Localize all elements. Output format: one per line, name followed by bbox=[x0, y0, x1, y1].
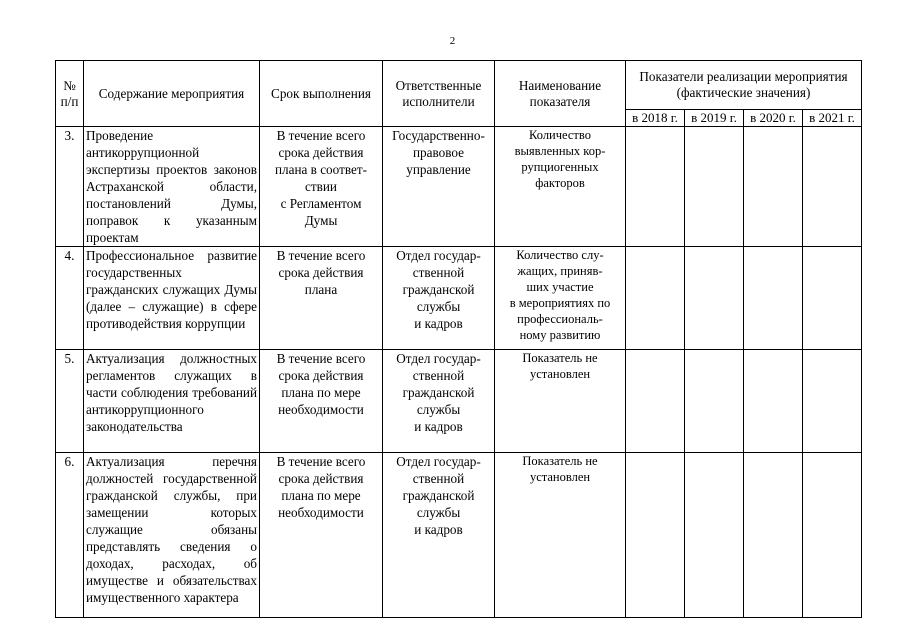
value-2020 bbox=[744, 350, 803, 453]
value-2020 bbox=[744, 453, 803, 618]
table-row bbox=[56, 350, 862, 453]
value-2018 bbox=[626, 247, 685, 350]
row-number: 5. bbox=[56, 350, 84, 453]
header-responsible: Ответственные исполнители bbox=[383, 61, 495, 127]
value-2018 bbox=[626, 453, 685, 618]
measures-table bbox=[55, 60, 862, 618]
measure-responsible: Государственно- правовое управление bbox=[383, 127, 495, 247]
measure-deadline: В течение всего срока действия плана в соответ- ствии с Регламентом Думы bbox=[260, 127, 383, 247]
value-2020 bbox=[744, 127, 803, 247]
measure-content: Проведение антикоррупционной экспертизы проектов законов Астраханской области, постановлений Думы, поправок к указанным проектам bbox=[84, 127, 260, 247]
measure-content: Профессиональное развитие государственных гражданских служащих Думы (далее – служащие) в сфере противодействия коррупции bbox=[84, 247, 260, 350]
row-number: 4. bbox=[56, 247, 84, 350]
row-number: 3. bbox=[56, 127, 84, 247]
header-num: № п/п bbox=[56, 61, 84, 127]
value-2021 bbox=[803, 350, 862, 453]
measure-content: Актуализация перечня должностей государственной гражданской службы, при замещении которых служащие обязаны представлять сведения о доходах, расходах, об имуществе и обязательствах имущественного характера bbox=[84, 453, 260, 618]
value-2019 bbox=[685, 453, 744, 618]
measure-indicator: Показатель не установлен bbox=[495, 350, 626, 453]
header-deadline: Срок выполнения bbox=[260, 61, 383, 127]
measure-content: Актуализация должностных регламентов служащих в части соблюдения требований антикоррупционного законодательства bbox=[84, 350, 260, 453]
value-2019 bbox=[685, 350, 744, 453]
value-2019 bbox=[685, 247, 744, 350]
table-row bbox=[56, 127, 862, 247]
measure-responsible: Отдел государ- ственной гражданской службы и кадров bbox=[383, 350, 495, 453]
value-2021 bbox=[803, 453, 862, 618]
value-2021 bbox=[803, 127, 862, 247]
header-year-2019: в 2019 г. bbox=[685, 110, 744, 127]
table-row bbox=[56, 453, 862, 618]
value-2019 bbox=[685, 127, 744, 247]
value-2020 bbox=[744, 247, 803, 350]
header-year-2020: в 2020 г. bbox=[744, 110, 803, 127]
header-year-2021: в 2021 г. bbox=[803, 110, 862, 127]
header-year-2018: в 2018 г. bbox=[626, 110, 685, 127]
page-number: 2 bbox=[449, 35, 456, 47]
measure-deadline: В течение всего срока действия плана по мере необходимости bbox=[260, 453, 383, 618]
table-row bbox=[56, 247, 862, 350]
measure-indicator: Показатель не установлен bbox=[495, 453, 626, 618]
header-indicator: Наименование показателя bbox=[495, 61, 626, 127]
measure-responsible: Отдел государ- ственной гражданской службы и кадров bbox=[383, 247, 495, 350]
measure-responsible: Отдел государ- ственной гражданской службы и кадров bbox=[383, 453, 495, 618]
value-2021 bbox=[803, 247, 862, 350]
header-indicator-values: Показатели реализации мероприятия (фактические значения) bbox=[626, 61, 862, 110]
measure-indicator: Количество выявленных кор- рупциогенных факторов bbox=[495, 127, 626, 247]
measure-deadline: В течение всего срока действия плана по мере необходимости bbox=[260, 350, 383, 453]
measure-indicator: Количество слу- жащих, приняв- ших участие в мероприятиях по профессиональ- ному развитию bbox=[495, 247, 626, 350]
row-number: 6. bbox=[56, 453, 84, 618]
value-2018 bbox=[626, 127, 685, 247]
value-2018 bbox=[626, 350, 685, 453]
measure-deadline: В течение всего срока действия плана bbox=[260, 247, 383, 350]
header-content: Содержание мероприятия bbox=[84, 61, 260, 127]
